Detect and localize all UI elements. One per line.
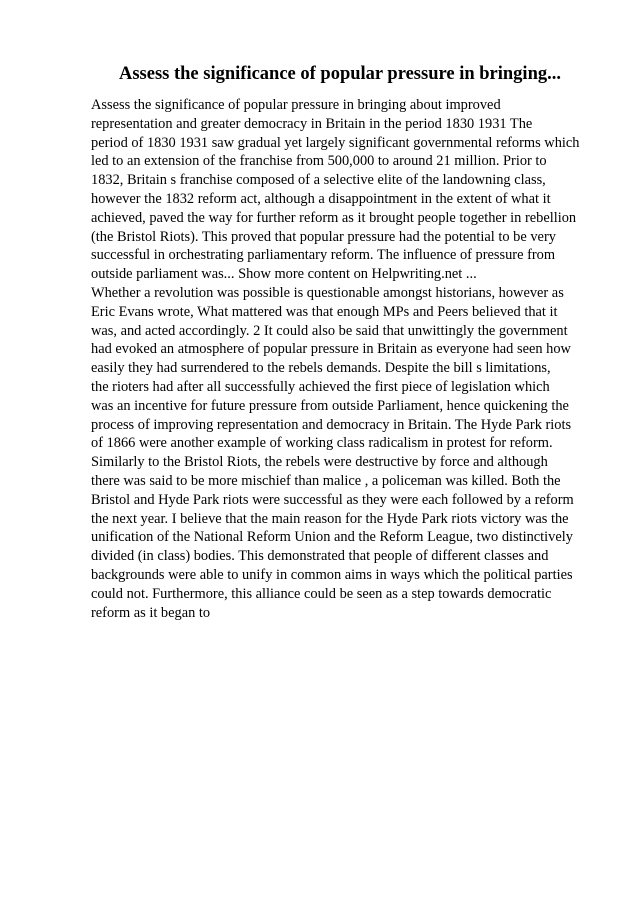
body-line: easily they had surrendered to the rebels demands. Despite the bill s limitations, (91, 360, 551, 377)
document-body (91, 96, 591, 622)
body-line: Eric Evans wrote, What mattered was that enough MPs and Peers believed that it (91, 303, 558, 320)
body-line: was an incentive for future pressure from outside Parliament, hence quickening the (91, 397, 569, 414)
body-line: of 1866 were another example of working class radicalism in protest for reform. (91, 435, 553, 452)
body-line: (the Bristol Riots). This proved that popular pressure had the potential to be very (91, 228, 556, 245)
show-more-line: outside parliament was... Show more content on Helpwriting.net ... (91, 266, 477, 283)
body-line: Whether a revolution was possible is questionable amongst historians, however as (91, 284, 564, 301)
body-line: achieved, paved the way for further reform as it brought people together in rebellion (91, 209, 577, 226)
body-line: the next year. I believe that the main reason for the Hyde Park riots victory was the (91, 510, 569, 527)
body-line: reform as it began to (91, 604, 211, 621)
body-line: 1832, Britain s franchise composed of a selective elite of the landowning class, (91, 172, 546, 189)
body-line: the rioters had after all successfully achieved the first piece of legislation which (91, 378, 550, 395)
body-line: divided (in class) bodies. This demonstrated that people of different classes and (91, 548, 549, 565)
body-line: period of 1830 1931 saw gradual yet largely significant governmental reforms which (91, 134, 580, 151)
body-line: Similarly to the Bristol Riots, the rebels were destructive by force and although (91, 454, 548, 471)
body-line: led to an extension of the franchise from 500,000 to around 21 million. Prior to (91, 153, 547, 170)
body-line: Bristol and Hyde Park riots were successful as they were each followed by a reform (91, 491, 574, 508)
body-line: backgrounds were able to unify in common aims in ways which the political parties (91, 566, 573, 583)
body-line: successful in orchestrating parliamentary reform. The influence of pressure from (91, 247, 556, 264)
body-line: process of improving representation and democracy in Britain. The Hyde Park riots (91, 416, 572, 433)
body-line: unification of the National Reform Union and the Reform League, two distinctively (91, 529, 573, 546)
body-line: had evoked an atmosphere of popular pressure in Britain as everyone had seen how (91, 341, 571, 358)
body-line: could not. Furthermore, this alliance could be seen as a step towards democratic (91, 585, 552, 602)
body-line: was, and acted accordingly. 2 It could also be said that unwittingly the government (91, 322, 568, 339)
body-line: there was said to be more mischief than malice , a policeman was killed. Both the (91, 472, 561, 489)
body-line: however the 1832 reform act, although a disappointment in the extent of what it (91, 190, 551, 207)
document-title: Assess the significance of popular pressure in bringing... (118, 64, 561, 84)
body-line: Assess the significance of popular pressure in bringing about improved (91, 97, 501, 113)
body-line: representation and greater democracy in Britain in the period 1830 1931 The (91, 115, 533, 132)
